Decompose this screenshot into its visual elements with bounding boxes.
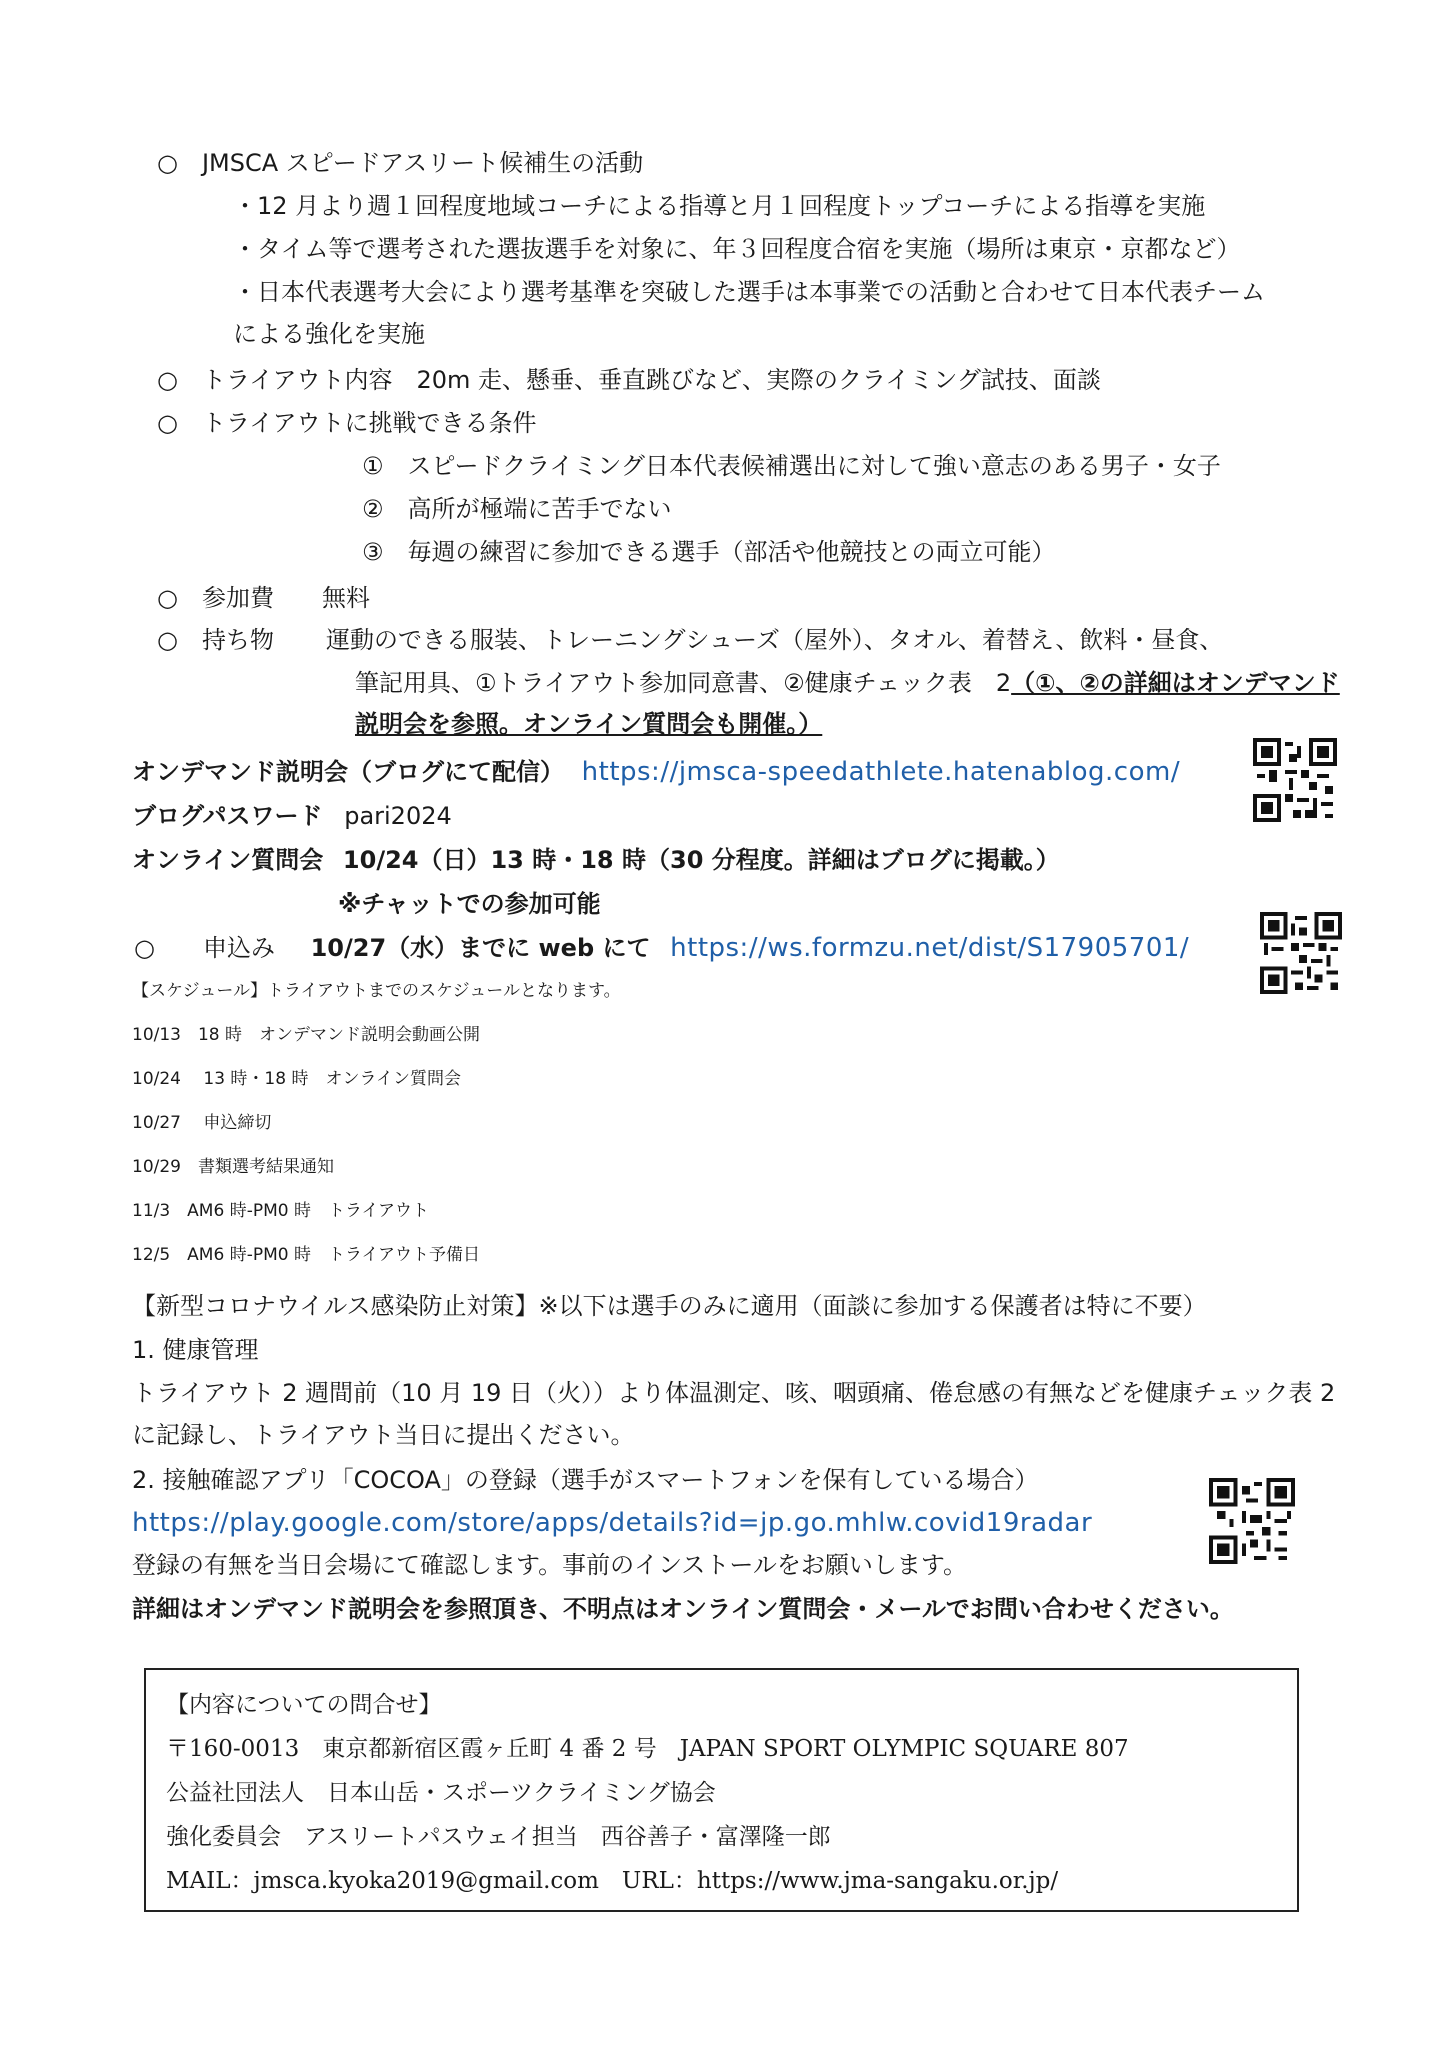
qr-code-icon [1253,738,1337,822]
apply-form-link[interactable]: https://ws.formzu.net/dist/S17905701/ [670,933,1190,963]
belongings-text: 筆記用具、①トライアウト参加同意書、②健康チェック表 2 [355,669,1012,697]
chat-note: ※チャットでの参加可能 [338,890,601,918]
schedule-item: 10/27 申込締切 [132,1113,272,1133]
qr-code-icon [1209,1478,1295,1564]
blog-password-row [132,800,452,832]
health-text: に記録し、トライアウト当日に提出ください。 [132,1421,635,1449]
ondemand-blog-link[interactable]: https://jmsca-speedathlete.hatenablog.com/ [581,757,1181,787]
health-text: トライアウト 2 週間前（10 月 19 日（火））より体温測定、咳、咽頭痛、倦怠感の有無などを健康チェック表 2 [132,1379,1336,1407]
apply-label: ○ 申込み [134,934,275,962]
contact-mail-url: MAIL：jmsca.kyoka2019@gmail.com URL：https://www.jma-sangaku.or.jp/ [166,1868,1059,1894]
contact-box [144,1668,1299,1912]
cocoa-note: 登録の有無を当日会場にて確認します。事前のインストールをお願いします。 [132,1551,967,1579]
condition-item: ① スピードクライミング日本代表候補選出に対して強い意志のある男子・女子 [362,452,1221,480]
activity-item: ・日本代表選考大会により選考基準を突破した選手は本事業での活動と合わせて日本代表チーム [233,278,1265,306]
health-title: 1. 健康管理 [132,1336,259,1364]
blog-password-label: ブログパスワード [132,802,323,830]
belongings-note: 説明会を参照。オンライン質問会も開催。） [355,710,823,738]
tryout-content: ○ トライアウト内容 20m 走、懸垂、垂直跳びなど、実際のクライミング試技、面談 [157,366,1101,394]
condition-item: ② 高所が極端に苦手でない [362,495,672,523]
belongings-note: （①、②の詳細はオンデマンド [1011,669,1340,697]
schedule-heading: 【スケジュール】トライアウトまでのスケジュールとなります。 [132,981,621,1001]
qr-code-icon [1260,912,1342,994]
activity-item: ・タイム等で選考された選抜選手を対象に、年３回程度合宿を実施（場所は東京・京都など） [233,235,1241,263]
apply-row [134,932,1189,964]
activity-item: ・12 月より週１回程度地域コーチによる指導と月１回程度トップコーチによる指導を実施 [233,192,1206,220]
online-qa-text: 10/24（日）13 時・18 時（30 分程度。詳細はブログに掲載。） [342,846,1060,874]
belongings-line: 運動のできる服装、トレーニングシューズ（屋外）、タオル、着替え、飲料・昼食、 [326,626,1224,654]
contact-address: 〒160-0013 東京都新宿区霞ヶ丘町 4 番 2 号 JAPAN SPORT OLYMPIC SQUARE 807 [166,1736,1129,1762]
schedule-item: 11/3 AM6 時-PM0 時 トライアウト [132,1201,429,1221]
online-qa-row [132,844,1060,876]
conditions-heading: ○ トライアウトに挑戦できる条件 [157,409,537,437]
cocoa-app-link[interactable]: https://play.google.com/store/apps/details?id=jp.go.mhlw.covid19radar [132,1508,1093,1538]
apply-deadline: 10/27（水）までに web にて [310,934,651,962]
activity-item: による強化を実施 [233,320,425,348]
blog-password: pari2024 [344,802,452,830]
schedule-item: 12/5 AM6 時-PM0 時 トライアウト予備日 [132,1245,480,1265]
belongings-label: ○ 持ち物 [157,626,274,654]
online-qa-label: オンライン質問会 [132,846,324,874]
schedule-item: 10/29 書類選考結果通知 [132,1157,334,1177]
contact-staff: 強化委員会 アスリートパスウェイ担当 西谷善子・富澤隆一郎 [166,1824,831,1850]
ondemand-row [132,756,1180,788]
participation-fee: ○ 参加費 無料 [157,584,370,612]
activities-heading: ○ JMSCA スピードアスリート候補生の活動 [157,149,644,177]
belongings-line [355,667,1340,699]
schedule-item: 10/24 13 時・18 時 オンライン質問会 [132,1069,461,1089]
condition-item: ③ 毎週の練習に参加できる選手（部活や他競技との両立可能） [362,538,1056,566]
covid-heading: 【新型コロナウイルス感染防止対策】※以下は選手のみに適用（面談に参加する保護者は特に不要） [132,1292,1207,1320]
contact-organization: 公益社団法人 日本山岳・スポーツクライミング協会 [166,1780,716,1806]
closing-note: 詳細はオンデマンド説明会を参照頂き、不明点はオンライン質問会・メールでお問い合わせください。 [132,1595,1234,1623]
cocoa-title: 2. 接触確認アプリ「COCOA」の登録（選手がスマートフォンを保有している場合） [132,1466,1039,1494]
ondemand-label: オンデマンド説明会（ブログにて配信） [132,758,564,786]
schedule-item: 10/13 18 時 オンデマンド説明会動画公開 [132,1025,481,1045]
contact-title: 【内容についての問合せ】 [166,1692,442,1718]
